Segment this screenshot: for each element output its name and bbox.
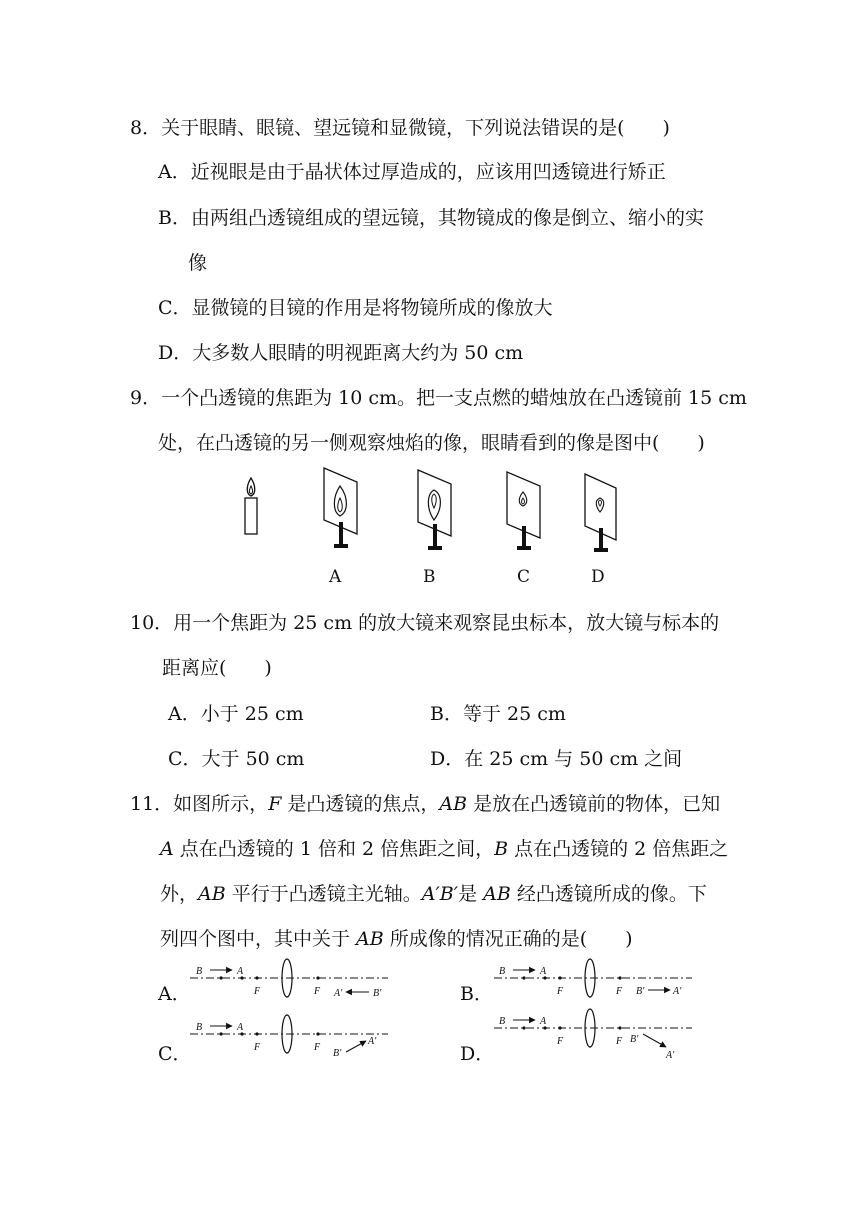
q10-option-d: D．在 25 cm 与 50 cm 之间 — [430, 748, 683, 770]
svg-text:B′: B′ — [373, 988, 382, 999]
q11-option-a-label: A． — [158, 983, 191, 1005]
q9-label-b: B — [423, 567, 436, 587]
q8-stem: 8．关于眼睛、眼镜、望远镜和显微镜，下列说法错误的是( ) — [130, 117, 670, 139]
svg-text:A: A — [540, 1016, 547, 1027]
svg-text:F: F — [557, 1036, 564, 1047]
q8-option-c: C．显微镜的目镜的作用是将物镜所成的像放大 — [158, 297, 553, 319]
q11-stem-line4: 列四个图中，其中关于 AB 所成像的情况正确的是( ) — [160, 928, 633, 950]
screen-image-b — [418, 470, 451, 550]
svg-text:A: A — [540, 966, 547, 977]
q9-stem-line2: 处，在凸透镜的另一侧观察烛焰的像，眼睛看到的像是图中( ) — [158, 432, 705, 454]
svg-text:B: B — [499, 1016, 506, 1027]
svg-text:B′: B′ — [333, 1048, 342, 1059]
q9-label-c: C — [517, 567, 531, 587]
q10-option-b: B．等于 25 cm — [430, 703, 566, 725]
screen-image-a — [324, 468, 357, 548]
q11-stem-line3: 外，AB 平行于凸透镜主光轴。A′B′是 AB 经凸透镜所成的像。下 — [160, 883, 707, 905]
svg-text:A′: A′ — [334, 988, 343, 999]
q11-option-b-label: B． — [460, 983, 493, 1005]
q10-option-c: C．大于 50 cm — [168, 748, 305, 770]
svg-text:B: B — [196, 1022, 203, 1033]
svg-text:A: A — [237, 966, 244, 977]
q11-lens-diagrams — [0, 958, 860, 1068]
svg-text:A: A — [237, 1022, 244, 1033]
screen-image-d — [585, 474, 616, 552]
q10-stem-line2: 距离应( ) — [162, 657, 272, 679]
q11-option-d-label: D． — [460, 1043, 495, 1065]
svg-text:A′: A′ — [673, 986, 682, 997]
diagram-b — [494, 959, 692, 997]
svg-text:F: F — [616, 1036, 623, 1047]
candle-icon — [245, 478, 257, 534]
svg-text:A′: A′ — [666, 1050, 675, 1061]
svg-text:F: F — [557, 986, 564, 997]
diagram-a — [190, 959, 388, 999]
q8-option-b-line1: B．由两组凸透镜组成的望远镜，其物镜成的像是倒立、缩小的实 — [158, 207, 704, 229]
q11-stem-line1: 11．如图所示，F 是凸透镜的焦点，AB 是放在凸透镜前的物体，已知 — [130, 793, 721, 815]
svg-text:B′: B′ — [636, 986, 645, 997]
q8-option-a: A．近视眼是由于晶状体过厚造成的，应该用凹透镜进行矫正 — [158, 161, 666, 183]
q11-option-c-label: C． — [158, 1043, 192, 1065]
svg-text:B: B — [499, 966, 506, 977]
svg-text:B: B — [196, 966, 203, 977]
q9-label-a: A — [329, 567, 342, 587]
svg-text:A′: A′ — [368, 1036, 377, 1047]
svg-text:F: F — [616, 986, 623, 997]
screen-image-c — [507, 472, 540, 550]
q10-stem-line1: 10．用一个焦距为 25 cm 的放大镜来观察昆虫标本，放大镜与标本的 — [130, 612, 720, 634]
q8-option-d: D．大多数人眼睛的明视距离大约为 50 cm — [158, 342, 524, 364]
q9-stem-line1: 9．一个凸透镜的焦距为 10 cm。把一支点燃的蜡烛放在凸透镜前 15 cm — [130, 387, 747, 409]
svg-text:B′: B′ — [630, 1034, 639, 1045]
svg-text:F: F — [254, 1042, 261, 1053]
q8-option-b-line2: 像 — [188, 252, 208, 274]
q10-option-a: A．小于 25 cm — [168, 703, 304, 725]
svg-text:F: F — [314, 986, 321, 997]
diagram-c — [190, 1015, 388, 1059]
q9-label-d: D — [591, 567, 605, 587]
diagram-d — [494, 1009, 692, 1061]
svg-text:F: F — [314, 1042, 321, 1053]
q11-stem-line2: A 点在凸透镜的 1 倍和 2 倍焦距之间，B 点在凸透镜的 2 倍焦距之 — [160, 838, 729, 860]
svg-text:F: F — [254, 986, 261, 997]
